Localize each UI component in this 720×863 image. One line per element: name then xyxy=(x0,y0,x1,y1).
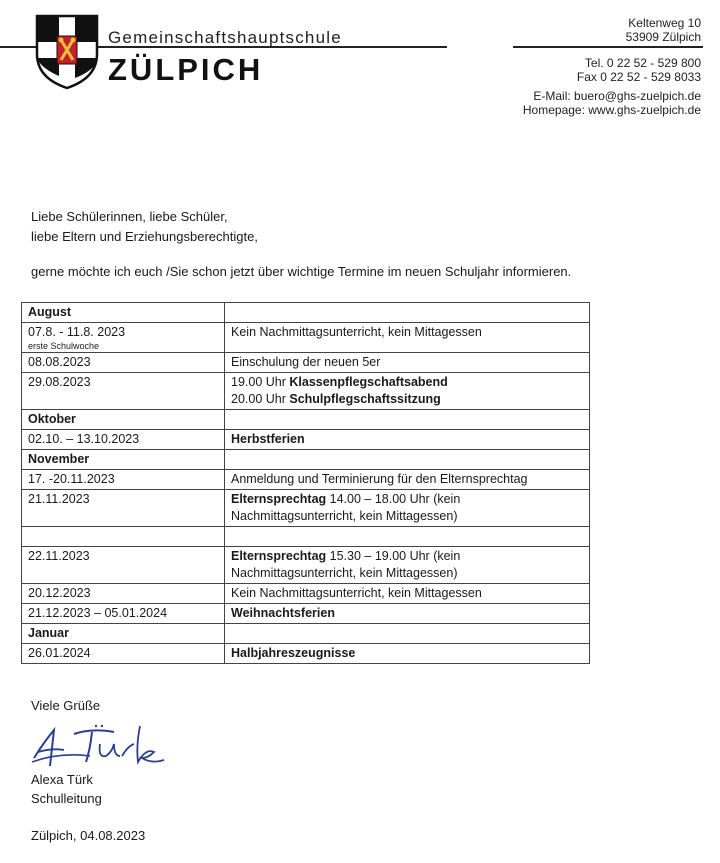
month-label: Oktober xyxy=(22,410,225,430)
empty-cell xyxy=(225,303,590,323)
event-title: Elternsprechtag xyxy=(231,492,327,506)
event-details: 15.30 – 19.00 Uhr (kein Nachmittagsunterricht, kein Mittagessen) xyxy=(231,549,461,580)
month-row-oktober xyxy=(22,410,590,430)
table-row xyxy=(22,604,590,624)
table-row xyxy=(22,373,590,410)
signer-role: Schulleitung xyxy=(31,791,102,806)
event-cell: Herbstferien xyxy=(225,430,590,450)
place-date: Zülpich, 04.08.2023 xyxy=(31,828,146,843)
event-cell: Anmeldung und Terminierung für den Elternsprechtag xyxy=(225,470,590,490)
empty-cell xyxy=(225,410,590,430)
school-town: ZÜLPICH xyxy=(108,52,264,87)
event-cell xyxy=(225,490,590,527)
date-cell: 21.11.2023 xyxy=(22,490,225,527)
intro-text: gerne möchte ich euch /Sie schon jetzt über wichtige Termine im neuen Schuljahr informieren. xyxy=(31,264,572,279)
event-cell: Kein Nachmittagsunterricht, kein Mittagessen xyxy=(225,323,590,353)
event-cell: Weihnachtsferien xyxy=(225,604,590,624)
date-cell: 17. -20.11.2023 xyxy=(22,470,225,490)
event-title: Elternsprechtag xyxy=(231,549,327,563)
table-row-empty xyxy=(22,527,590,547)
table-row xyxy=(22,490,590,527)
date-cell: 08.08.2023 xyxy=(22,353,225,373)
schedule-table xyxy=(21,302,590,664)
table-row xyxy=(22,430,590,450)
school-name: Gemeinschaftshauptschule xyxy=(108,28,342,47)
event-details: 14.00 – 18.00 Uhr (kein Nachmittagsunterricht, kein Mittagessen) xyxy=(231,492,461,523)
event-cell xyxy=(225,547,590,584)
date-cell: 22.11.2023 xyxy=(22,547,225,584)
date-note: erste Schulwoche xyxy=(28,341,100,351)
table-row xyxy=(22,644,590,664)
event-title: Klassenpflegschaftsabend xyxy=(289,375,448,389)
farewell-text: Viele Grüße xyxy=(31,698,101,713)
date-cell: 26.01.2024 xyxy=(22,644,225,664)
date-cell: 20.12.2023 xyxy=(22,584,225,604)
address-city: 53909 Zülpich xyxy=(625,30,701,44)
table-row xyxy=(22,470,590,490)
event-cell: Einschulung der neuen 5er xyxy=(225,353,590,373)
table-row xyxy=(22,547,590,584)
signer-name: Alexa Türk xyxy=(31,772,93,787)
date-cell: 21.12.2023 – 05.01.2024 xyxy=(22,604,225,624)
event-time: 19.00 Uhr xyxy=(231,375,290,389)
address-email: E-Mail: buero@ghs-zuelpich.de xyxy=(533,89,701,103)
month-label: November xyxy=(22,450,225,470)
greeting-parents: liebe Eltern und Erziehungsberechtigte, xyxy=(31,229,258,244)
month-row-november xyxy=(22,450,590,470)
event-cell: Kein Nachmittagsunterricht, kein Mittagessen xyxy=(225,584,590,604)
event-title: Schulpflegschaftssitzung xyxy=(289,392,441,406)
address-fax: Fax 0 22 52 - 529 8033 xyxy=(576,70,701,84)
date-cell: 29.08.2023 xyxy=(22,373,225,410)
empty-cell xyxy=(225,624,590,644)
date-text: 07.8. - 11.8. 2023 xyxy=(28,325,126,339)
event-time: 20.00 Uhr xyxy=(231,392,290,406)
address-street: Keltenweg 10 xyxy=(628,16,701,30)
school-crest-icon xyxy=(35,14,99,90)
signature-icon xyxy=(30,722,170,774)
empty-cell xyxy=(22,527,225,547)
month-row-januar xyxy=(22,624,590,644)
empty-cell xyxy=(225,450,590,470)
date-cell xyxy=(22,323,225,353)
address-phone: Tel. 0 22 52 - 529 800 xyxy=(584,56,701,70)
header-rule-right xyxy=(513,46,703,48)
event-cell: Halbjahreszeugnisse xyxy=(225,644,590,664)
month-row-august xyxy=(22,303,590,323)
greeting-students: Liebe Schülerinnen, liebe Schüler, xyxy=(31,209,228,224)
month-label: August xyxy=(22,303,225,323)
address-homepage: Homepage: www.ghs-zuelpich.de xyxy=(522,103,701,117)
table-row xyxy=(22,584,590,604)
date-cell: 02.10. – 13.10.2023 xyxy=(22,430,225,450)
event-cell xyxy=(225,373,590,410)
empty-cell xyxy=(225,527,590,547)
month-label: Januar xyxy=(22,624,225,644)
table-row xyxy=(22,323,590,353)
table-row xyxy=(22,353,590,373)
